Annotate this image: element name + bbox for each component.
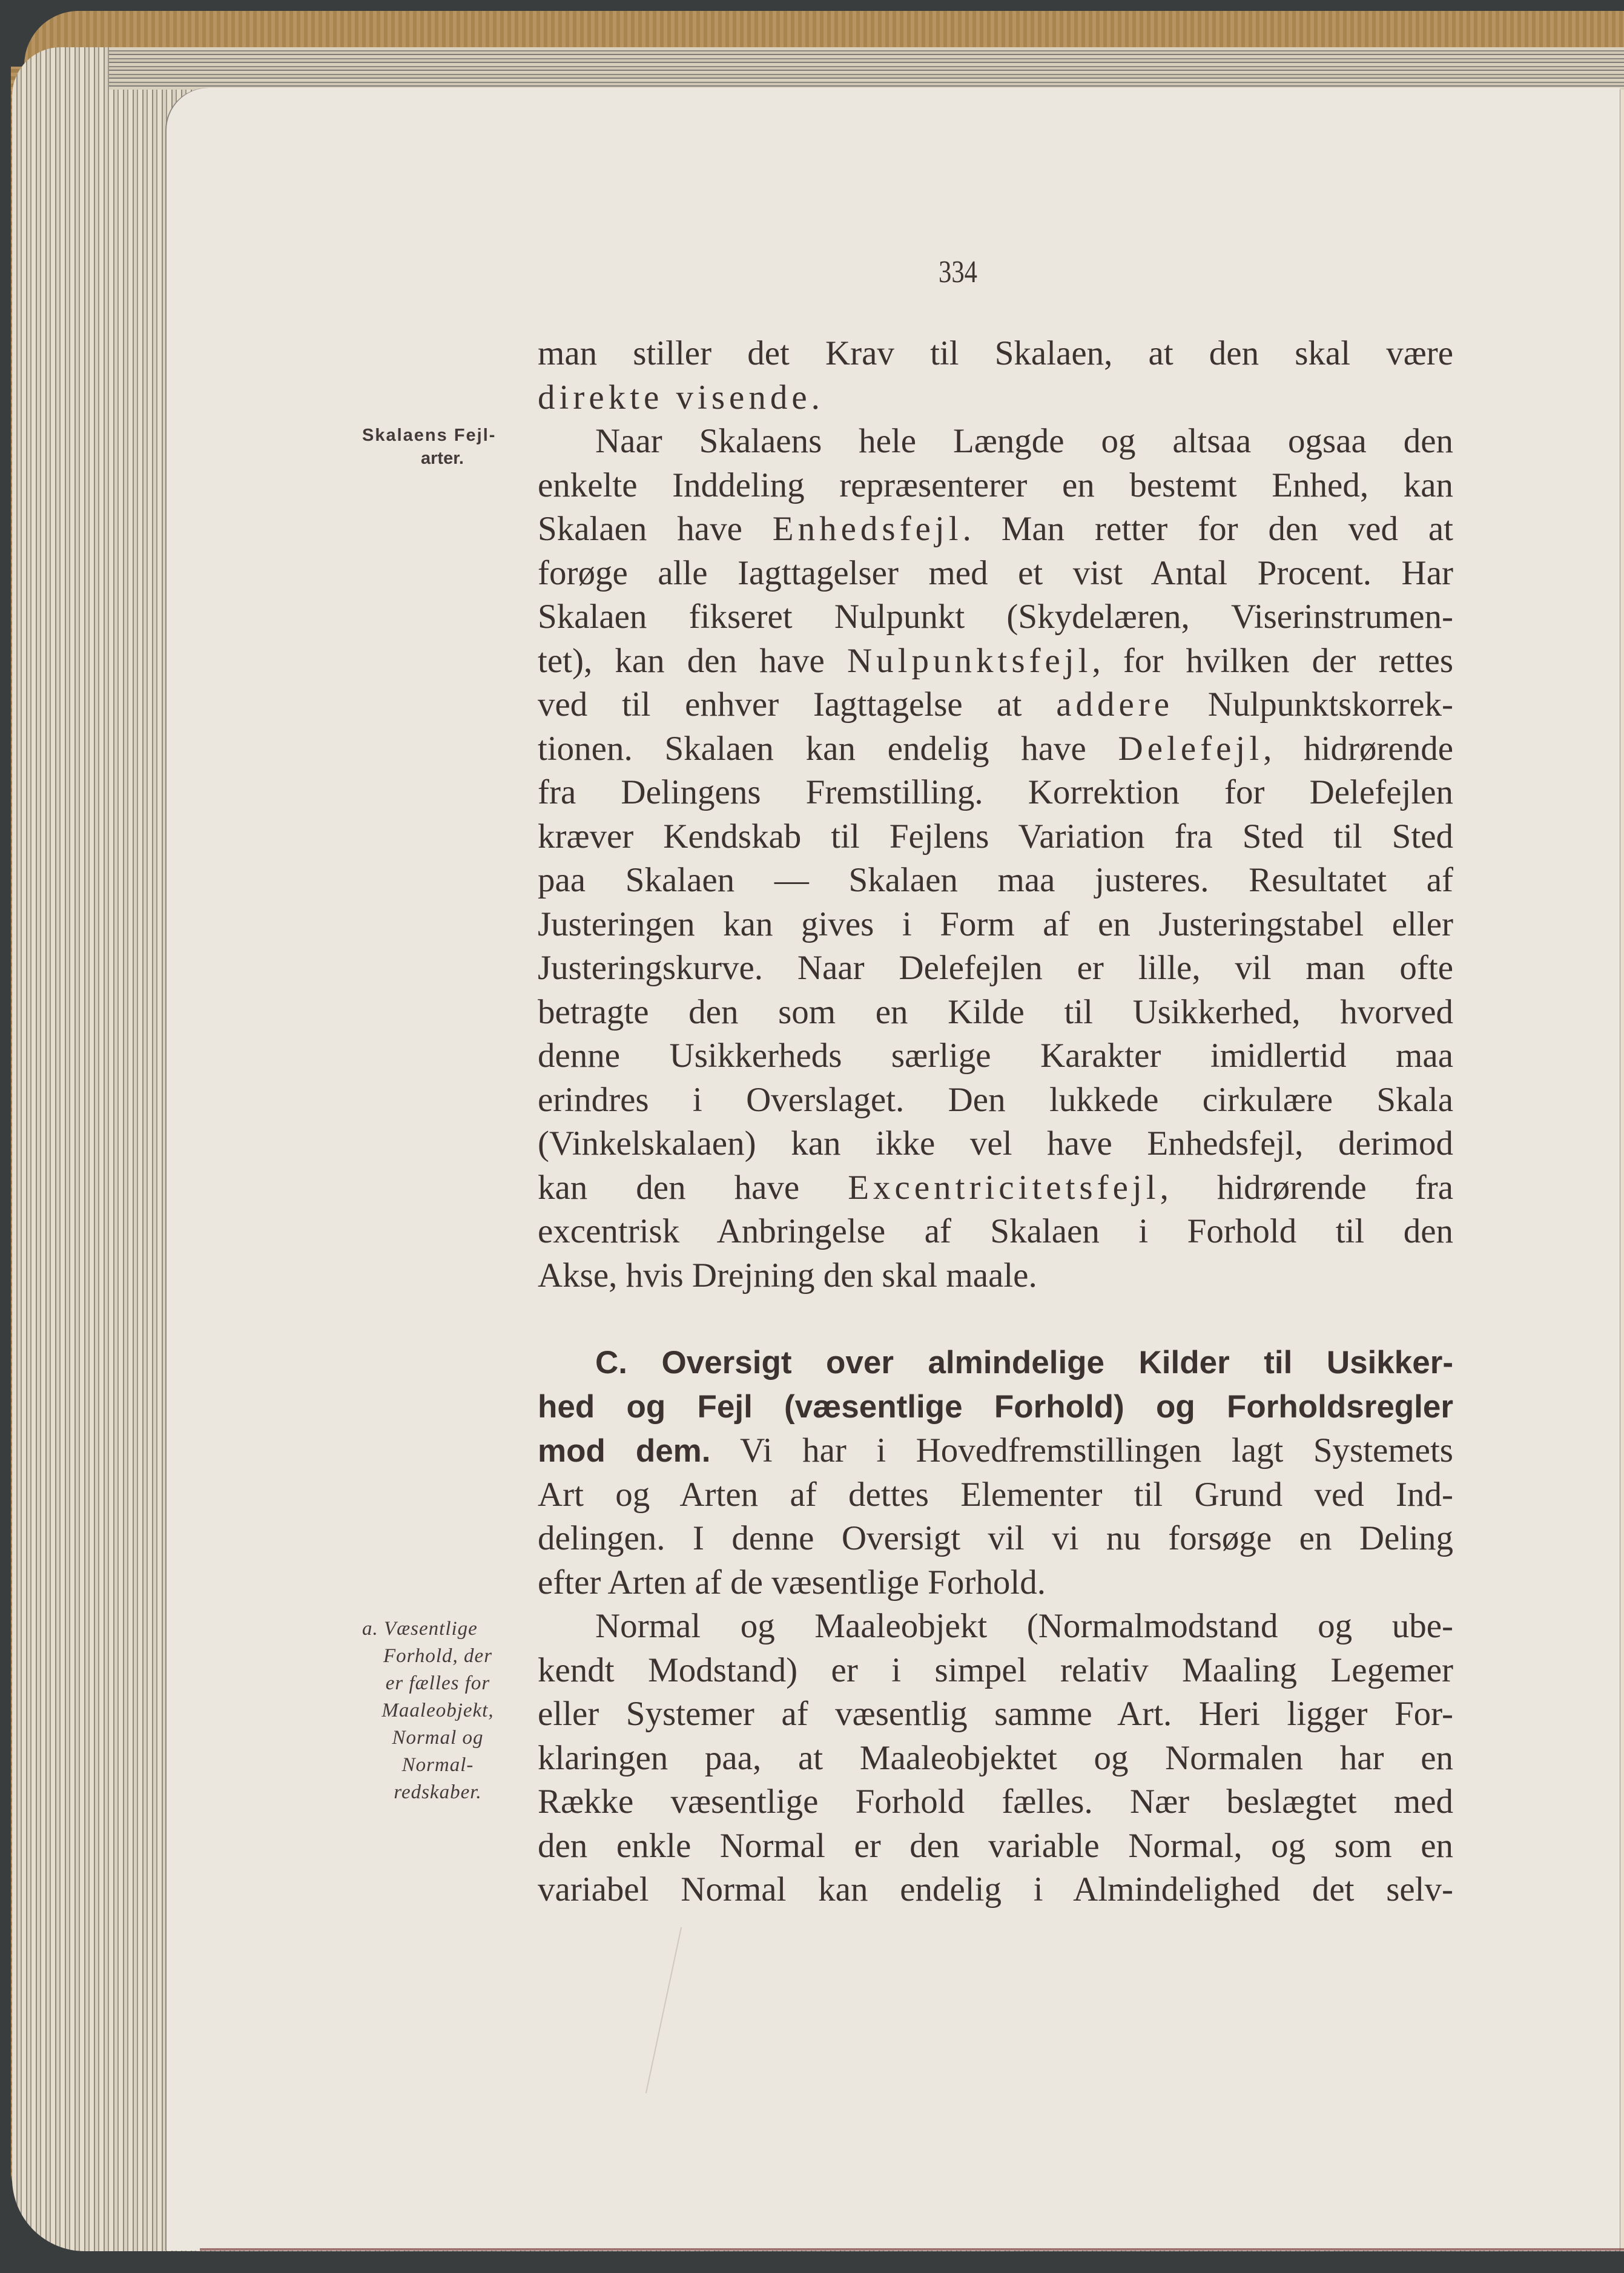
text-line [538,727,1453,771]
sidenote-line: Normal- [401,1754,474,1776]
body-text [538,332,1453,1912]
text-segment: kræver Kendskab til Fejlens Variation fra Sted til Sted [538,817,1453,856]
section-intro-text: Vi har i Hovedfremstillingen lagt Systemets [710,1431,1453,1470]
paragraph-normal-object [538,1605,1453,1912]
text-line [538,420,1453,464]
sidenote-line: redskaber. [394,1781,482,1803]
section-heading-line: C. Oversigt over almindelige Kilder til Usikker- [595,1345,1453,1381]
text-line [538,376,1453,420]
text-segment: enkelte Inddeling repræsenterer en bestemt Enhed, kan [538,466,1453,504]
emphasized-term: Excentricitetsfejl [848,1168,1160,1207]
text-line [538,1034,1453,1078]
text-line [538,1166,1453,1210]
text-line [538,639,1453,684]
section-gap [538,1298,1453,1341]
sidenote-scale-error-types [362,424,501,470]
section-heading-line [538,1429,1453,1473]
text-line [538,903,1453,947]
emphasized-term: Delefejl [1118,729,1264,768]
text-line: kendt Modstand) er i simpel relativ Maaling Legemer [538,1651,1453,1689]
section-c [538,1341,1453,1605]
text-line: delingen. I denne Oversigt vil vi nu forsøge en Deling [538,1519,1453,1557]
sidenote-essential-conditions [362,1615,513,1806]
section-heading-line: hed og Fejl (væsentlige Forhold) og Forholdsregler [538,1388,1453,1425]
text-line [538,595,1453,639]
text-line: Række væsentlige Forhold fælles. Nær beslægtet med [538,1783,1453,1821]
text-line: Art og Arten af dettes Elementer til Grund ved Ind- [538,1475,1453,1514]
text-line [538,332,1453,376]
text-segment: tionen. Skalaen kan endelig have [538,729,1118,768]
text-segment: (Vinkelskalaen) kan ikke vel have Enhedsfejl, derimod [538,1124,1453,1163]
text-segment: Naar Skalaens hele Længde og altsaa ogsaa den [595,422,1453,460]
text-line [538,771,1453,815]
text-segment: denne Usikkerheds særlige Karakter imidlertid maa [538,1037,1453,1075]
sidenote-line: Forhold, der [383,1645,493,1667]
text-line: eller Systemer af væsentlig samme Art. Heri ligger For- [538,1695,1453,1733]
text-line [538,683,1453,727]
sidenote-line: a. Væsentlige [362,1618,478,1640]
text-line [538,552,1453,596]
text-line: klaringen paa, at Maaleobjektet og Normalen har en [538,1738,1453,1777]
text-line [538,1254,1453,1298]
text-line [538,991,1453,1035]
sidenote-line: Skalaens Fejl- [362,426,497,445]
text-segment: forøge alle Iagttagelser med et vist Antal Procent. Har [538,553,1453,592]
text-segment: betragte den som en Kilde til Usikkerhed, hvorved [538,992,1453,1031]
page-edges-top [109,47,1624,90]
emphasized-term: addere [1056,685,1174,724]
text-segment: man stiller det Krav til Skalaen, at den skal være [538,334,1453,372]
text-segment: Nulpunktskorrek- [1173,685,1453,724]
text-segment: kan den have [538,1168,848,1207]
text-segment: Akse, hvis Drejning den skal maale. [538,1256,1037,1295]
sidenote-line: arter. [421,449,464,468]
text-segment: direkte visende. [538,378,824,417]
text-line [538,1210,1453,1254]
text-segment: Skalaen have [538,510,773,548]
text-segment: tet), kan den have [538,641,848,680]
text-line [538,859,1453,903]
text-segment: , for hvilken der rettes [1092,641,1454,680]
text-segment: Skalaen fikseret Nulpunkt (Skydelæren, Viserinstrumen- [538,598,1453,636]
sidenote-line: er fælles for [385,1672,490,1694]
text-line [538,464,1453,508]
text-segment: Justeringskurve. Naar Delefejlen er lille, vil man ofte [538,949,1453,987]
text-line [538,815,1453,859]
paragraph-scale-errors [538,420,1453,1298]
emphasized-term: Nulpunktsfejl [847,641,1092,680]
text-segment: erindres i Overslaget. Den lukkede cirkulære Skala [538,1080,1453,1119]
text-segment: Justeringen kan gives i Form af en Justeringstabel eller [538,905,1453,943]
emphasized-term: Enhedsfejl [772,510,963,548]
sidenote-line: Normal og [392,1727,484,1749]
section-heading-end: mod dem. [538,1433,711,1469]
text-segment: excentrisk Anbringelse af Skalaen i Forhold til den [538,1212,1453,1250]
text-line [538,1122,1453,1166]
sidenote-line: Maaleobjekt, [381,1700,494,1721]
text-line: Normal og Maaleobjekt (Normalmodstand og ube- [595,1607,1453,1645]
text-line [538,507,1453,552]
text-line: den enkle Normal er den variable Normal, og som en [538,1826,1453,1865]
text-line [538,946,1453,991]
text-line: efter Arten af de væsentlige Forhold. [538,1563,1046,1602]
paragraph-continuation [538,332,1453,420]
text-line: variabel Normal kan endelig i Almindelighed det selv- [538,1870,1453,1908]
page-bottom-edge [200,2248,1624,2251]
text-segment: fra Delingens Fremstilling. Korrektion for Delefejlen [538,773,1453,811]
text-segment: , hidrørende [1263,729,1453,768]
text-segment: . Man retter for den ved at [962,510,1453,548]
text-segment: ved til enhver Iagttagelse at [538,685,1057,724]
page-number: 334 [939,255,977,289]
text-line [538,1078,1453,1123]
text-segment: paa Skalaen — Skalaen maa justeres. Resultatet af [538,861,1453,899]
text-segment: , hidrørende fra [1160,1168,1453,1207]
